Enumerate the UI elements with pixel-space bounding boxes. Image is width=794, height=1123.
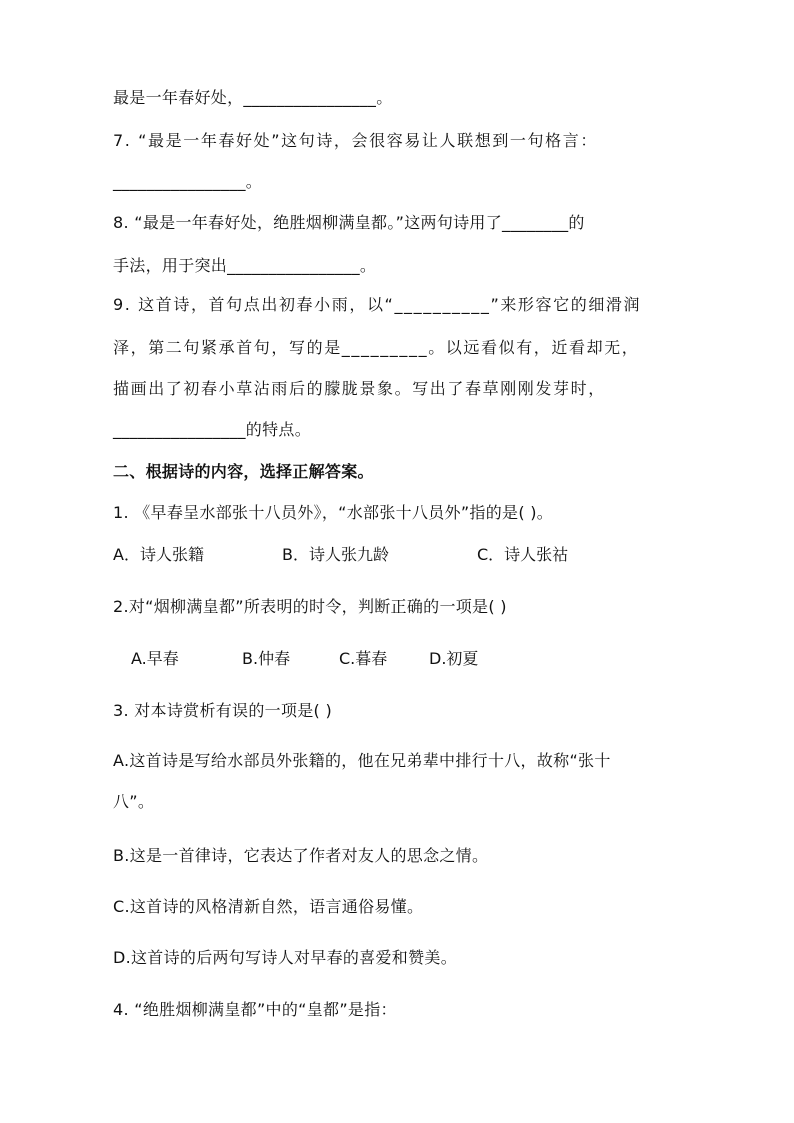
question-8-continuation: 手法，用于突出________________。 — [113, 256, 377, 275]
question-9-line-4: ________________的特点。 — [113, 420, 311, 439]
question-8-stem: 8. “最是一年春好处，绝胜烟柳满皇都。”这两句诗用了________的 — [113, 213, 585, 232]
question-9-line-2: 泽，第二句紧承首句，写的是_________。以远看似有，近看却无， — [113, 338, 640, 357]
question-9-line-3: 描画出了初春小草沾雨后的朦胧景象。写出了春草刚刚发芽时， — [113, 379, 606, 398]
mc-question-2-option-a: A.早春 — [131, 649, 179, 668]
mc-question-1-option-b: B．诗人张九龄 — [282, 545, 389, 564]
mc-question-1-option-a: A．诗人张籍 — [113, 545, 204, 564]
fill-blank-line-6-continuation: 最是一年春好处，________________。 — [113, 88, 393, 107]
mc-question-3-option-a-continuation: 八”。 — [113, 792, 155, 811]
mc-question-1-stem: 1. 《早春呈水部张十八员外》，“水部张十八员外”指的是( )。 — [113, 503, 554, 522]
mc-question-4-stem: 4. “绝胜烟柳满皇都”中的“皇都”是指： — [113, 1000, 397, 1019]
mc-question-1-option-c: C．诗人张祜 — [477, 545, 569, 564]
question-7-answer-blank: ________________。 — [113, 172, 263, 191]
mc-question-2-option-c: C.暮春 — [339, 649, 388, 668]
mc-question-3-option-d: D.这首诗的后两句写诗人对早春的喜爱和赞美。 — [113, 948, 458, 967]
mc-question-3-option-c: C.这首诗的风格清新自然，语言通俗易懂。 — [113, 897, 424, 916]
mc-question-3-stem: 3. 对本诗赏析有误的一项是( ) — [113, 701, 333, 720]
mc-question-3-option-a: A.这首诗是写给水部员外张籍的，他在兄弟辈中排行十八，故称“张十 — [113, 751, 611, 770]
mc-question-2-option-d: D.初夏 — [429, 649, 479, 668]
mc-question-2-stem: 2.对“烟柳满皇都”所表明的时令，判断正确的一项是( ) — [113, 597, 507, 616]
mc-question-3-option-b: B.这是一首律诗，它表达了作者对友人的思念之情。 — [113, 846, 489, 865]
section-2-heading: 二、根据诗的内容，选择正解答案。 — [113, 462, 374, 481]
mc-question-2-option-b: B.仲春 — [242, 649, 291, 668]
question-9-stem: 9. 这首诗，首句点出初春小雨，以“__________”来形容它的细滑润 — [113, 295, 642, 314]
question-7-stem: 7. “最是一年春好处”这句诗，会很容易让人联想到一句格言： — [113, 131, 598, 150]
